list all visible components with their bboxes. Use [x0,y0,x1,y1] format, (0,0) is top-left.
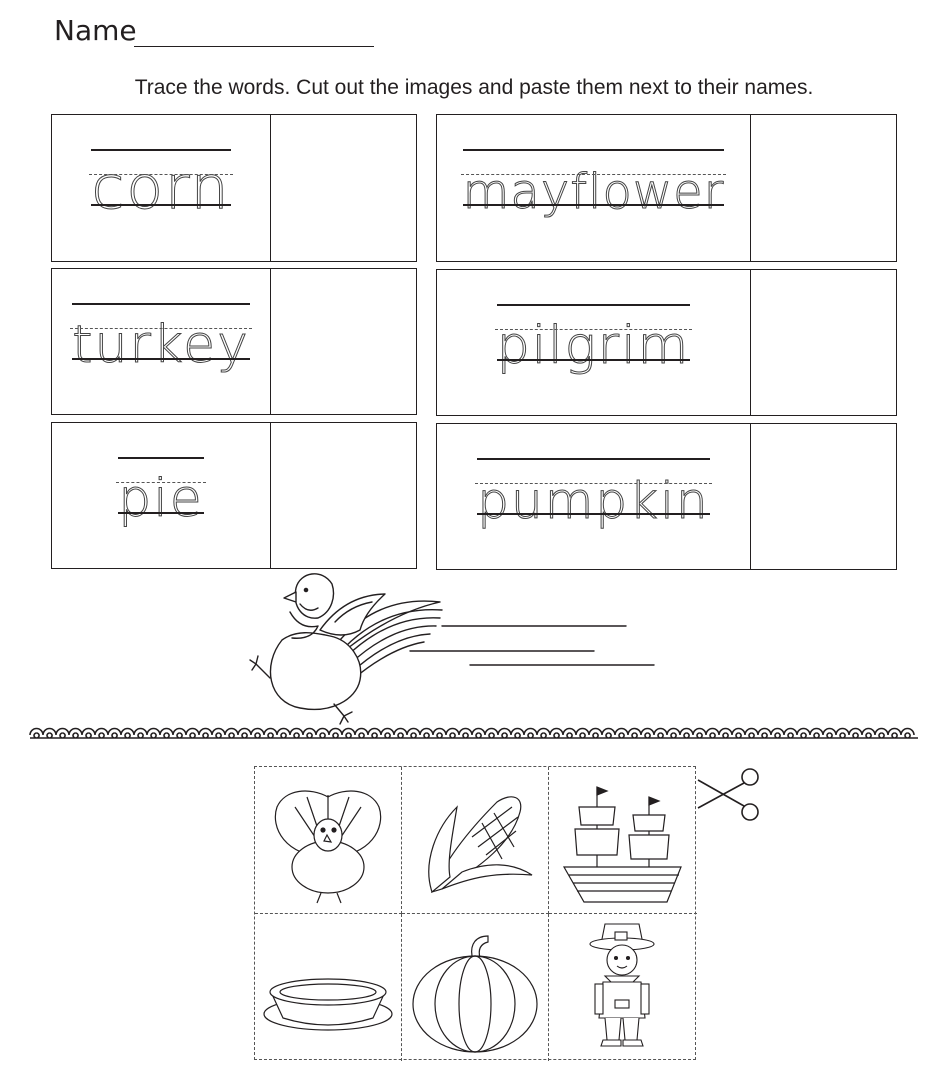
word-box-pie [51,422,417,569]
cutout-cell-turkey[interactable] [255,767,402,914]
word-box-mayflower [436,114,897,262]
paste-area-pumpkin[interactable] [751,424,896,569]
trace-word-corn: corn [89,149,232,227]
paste-area-turkey[interactable] [271,269,416,414]
pumpkin-icon [402,914,549,1061]
name-line[interactable] [134,46,374,47]
paste-area-pilgrim[interactable] [751,270,896,415]
pie-icon [255,914,402,1061]
cutout-cell-pumpkin[interactable] [402,914,549,1061]
word-box-corn [51,114,417,262]
paste-area-pie[interactable] [271,423,416,568]
cutout-cell-pilgrim[interactable] [549,914,697,1061]
trace-word-pilgrim: pilgrim [495,304,693,382]
paste-area-corn[interactable] [271,115,416,261]
paste-area-mayflower[interactable] [751,115,896,261]
cutout-cell-mayflower[interactable] [549,767,697,914]
pilgrim-icon [549,914,696,1061]
trace-word-turkey: turkey [70,303,252,381]
corn-icon [402,767,549,914]
cutout-grid [254,766,696,1060]
turkey-icon [255,767,402,914]
word-box-pumpkin [436,423,897,570]
cutout-cell-pie[interactable] [255,914,402,1061]
cutout-cell-corn[interactable] [402,767,549,914]
word-box-turkey [51,268,417,415]
name-label: Name [54,14,137,47]
trace-word-pie: pie [116,457,205,535]
mayflower-ship-icon [549,767,696,914]
trace-word-pumpkin: pumpkin [475,458,711,536]
trace-word-mayflower: mayflower [461,149,727,227]
instructions: Trace the words. Cut out the images and paste them next to their names. [134,76,814,99]
word-box-pilgrim [436,269,897,416]
